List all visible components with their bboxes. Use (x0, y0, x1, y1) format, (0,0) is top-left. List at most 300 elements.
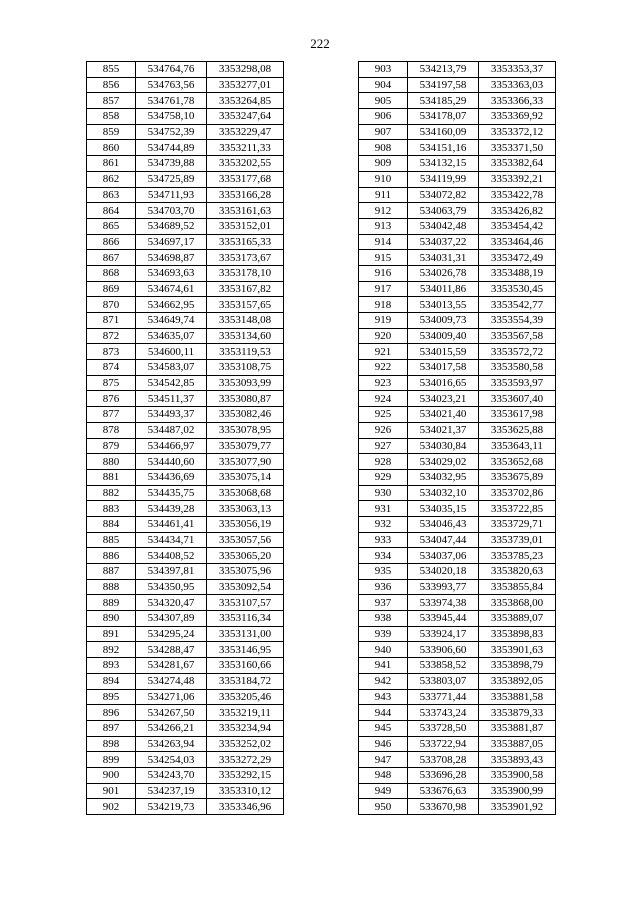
point-number-cell: 882 (87, 485, 136, 501)
point-number-cell: 895 (87, 689, 136, 705)
x-coordinate-cell: 533993,77 (408, 579, 479, 595)
table-row (359, 391, 556, 407)
y-coordinate-cell: 3353184,72 (207, 673, 284, 689)
y-coordinate-cell: 3353898,83 (479, 626, 556, 642)
table-row (87, 767, 284, 783)
y-coordinate-cell: 3353247,64 (207, 109, 284, 125)
y-coordinate-cell: 3353881,87 (479, 720, 556, 736)
y-coordinate-cell: 3353219,11 (207, 705, 284, 721)
table-row (359, 187, 556, 203)
table-row (359, 124, 556, 140)
y-coordinate-cell: 3353093,99 (207, 375, 284, 391)
x-coordinate-cell: 534015,59 (408, 344, 479, 360)
y-coordinate-cell: 3353881,58 (479, 689, 556, 705)
point-number-cell: 947 (359, 752, 408, 768)
y-coordinate-cell: 3353092,54 (207, 579, 284, 595)
table-row (87, 171, 284, 187)
x-coordinate-cell: 534197,58 (408, 77, 479, 93)
point-number-cell: 941 (359, 658, 408, 674)
y-coordinate-cell: 3353298,08 (207, 62, 284, 78)
x-coordinate-cell: 534160,09 (408, 124, 479, 140)
point-number-cell: 864 (87, 203, 136, 219)
y-coordinate-cell: 3353901,92 (479, 799, 556, 815)
table-row (87, 736, 284, 752)
y-coordinate-cell: 3353892,05 (479, 673, 556, 689)
point-number-cell: 931 (359, 501, 408, 517)
point-number-cell: 904 (359, 77, 408, 93)
table-row (87, 501, 284, 517)
point-number-cell: 901 (87, 783, 136, 799)
table-row (359, 234, 556, 250)
y-coordinate-cell: 3353593,97 (479, 375, 556, 391)
y-coordinate-cell: 3353855,84 (479, 579, 556, 595)
point-number-cell: 912 (359, 203, 408, 219)
x-coordinate-cell: 534674,61 (136, 281, 207, 297)
point-number-cell: 924 (359, 391, 408, 407)
point-number-cell: 890 (87, 611, 136, 627)
table-row (359, 203, 556, 219)
x-coordinate-cell: 534711,93 (136, 187, 207, 203)
table-row (359, 611, 556, 627)
x-coordinate-cell: 534307,89 (136, 611, 207, 627)
table-row (87, 752, 284, 768)
x-coordinate-cell: 534320,47 (136, 595, 207, 611)
x-coordinate-cell: 534635,07 (136, 328, 207, 344)
table-row (87, 516, 284, 532)
table-row (87, 626, 284, 642)
point-number-cell: 865 (87, 218, 136, 234)
y-coordinate-cell: 3353371,50 (479, 140, 556, 156)
y-coordinate-cell: 3353702,86 (479, 485, 556, 501)
x-coordinate-cell: 534254,03 (136, 752, 207, 768)
y-coordinate-cell: 3353205,46 (207, 689, 284, 705)
y-coordinate-cell: 3353900,99 (479, 783, 556, 799)
point-number-cell: 881 (87, 469, 136, 485)
y-coordinate-cell: 3353464,46 (479, 234, 556, 250)
x-coordinate-cell: 533858,52 (408, 658, 479, 674)
x-coordinate-cell: 534274,48 (136, 673, 207, 689)
table-row (87, 564, 284, 580)
coordinates-table-left (86, 61, 284, 815)
x-coordinate-cell: 534237,19 (136, 783, 207, 799)
y-coordinate-cell: 3353488,19 (479, 265, 556, 281)
table-row (359, 344, 556, 360)
y-coordinate-cell: 3353369,92 (479, 109, 556, 125)
x-coordinate-cell: 533728,50 (408, 720, 479, 736)
page-number: 222 (310, 36, 330, 51)
point-number-cell: 905 (359, 93, 408, 109)
y-coordinate-cell: 3353422,78 (479, 187, 556, 203)
y-coordinate-cell: 3353167,82 (207, 281, 284, 297)
table-row (359, 720, 556, 736)
point-number-cell: 896 (87, 705, 136, 721)
y-coordinate-cell: 3353116,34 (207, 611, 284, 627)
y-coordinate-cell: 3353310,12 (207, 783, 284, 799)
x-coordinate-cell: 534266,21 (136, 720, 207, 736)
x-coordinate-cell: 534046,43 (408, 516, 479, 532)
y-coordinate-cell: 3353567,58 (479, 328, 556, 344)
point-number-cell: 867 (87, 250, 136, 266)
y-coordinate-cell: 3353077,90 (207, 454, 284, 470)
table-row (359, 658, 556, 674)
table-row (87, 705, 284, 721)
y-coordinate-cell: 3353108,75 (207, 360, 284, 376)
point-number-cell: 945 (359, 720, 408, 736)
x-coordinate-cell: 534744,89 (136, 140, 207, 156)
x-coordinate-cell: 533722,94 (408, 736, 479, 752)
table-row (359, 281, 556, 297)
point-number-cell: 857 (87, 93, 136, 109)
y-coordinate-cell: 3353893,43 (479, 752, 556, 768)
table-row (359, 626, 556, 642)
point-number-cell: 891 (87, 626, 136, 642)
point-number-cell: 920 (359, 328, 408, 344)
y-coordinate-cell: 3353152,01 (207, 218, 284, 234)
point-number-cell: 909 (359, 156, 408, 172)
table-row (359, 360, 556, 376)
point-number-cell: 878 (87, 422, 136, 438)
x-coordinate-cell: 534600,11 (136, 344, 207, 360)
y-coordinate-cell: 3353366,33 (479, 93, 556, 109)
point-number-cell: 919 (359, 313, 408, 329)
point-number-cell: 897 (87, 720, 136, 736)
table-row (359, 516, 556, 532)
point-number-cell: 918 (359, 297, 408, 313)
y-coordinate-cell: 3353580,58 (479, 360, 556, 376)
point-number-cell: 869 (87, 281, 136, 297)
table-row (359, 642, 556, 658)
x-coordinate-cell: 534021,37 (408, 422, 479, 438)
point-number-cell: 925 (359, 407, 408, 423)
x-coordinate-cell: 534119,99 (408, 171, 479, 187)
table-row (359, 438, 556, 454)
point-number-cell: 862 (87, 171, 136, 187)
x-coordinate-cell: 534009,73 (408, 313, 479, 329)
y-coordinate-cell: 3353057,56 (207, 532, 284, 548)
point-number-cell: 874 (87, 360, 136, 376)
y-coordinate-cell: 3353161,63 (207, 203, 284, 219)
x-coordinate-cell: 533924,17 (408, 626, 479, 642)
table-row (87, 642, 284, 658)
table-row (359, 485, 556, 501)
point-number-cell: 883 (87, 501, 136, 517)
y-coordinate-cell: 3353363,03 (479, 77, 556, 93)
x-coordinate-cell: 534697,17 (136, 234, 207, 250)
point-number-cell: 900 (87, 767, 136, 783)
y-coordinate-cell: 3353272,29 (207, 752, 284, 768)
point-number-cell: 859 (87, 124, 136, 140)
point-number-cell: 861 (87, 156, 136, 172)
table-row (359, 313, 556, 329)
x-coordinate-cell: 534288,47 (136, 642, 207, 658)
y-coordinate-cell: 3353065,20 (207, 548, 284, 564)
y-coordinate-cell: 3353234,94 (207, 720, 284, 736)
point-number-cell: 894 (87, 673, 136, 689)
y-coordinate-cell: 3353820,63 (479, 564, 556, 580)
point-number-cell: 923 (359, 375, 408, 391)
point-number-cell: 913 (359, 218, 408, 234)
table-row (87, 454, 284, 470)
y-coordinate-cell: 3353082,46 (207, 407, 284, 423)
table-row (359, 297, 556, 313)
point-number-cell: 932 (359, 516, 408, 532)
table-row (359, 265, 556, 281)
y-coordinate-cell: 3353166,28 (207, 187, 284, 203)
x-coordinate-cell: 534035,15 (408, 501, 479, 517)
x-coordinate-cell: 534466,97 (136, 438, 207, 454)
table-row (359, 673, 556, 689)
x-coordinate-cell: 534031,31 (408, 250, 479, 266)
point-number-cell: 948 (359, 767, 408, 783)
table-row (87, 234, 284, 250)
y-coordinate-cell: 3353353,37 (479, 62, 556, 78)
y-coordinate-cell: 3353160,66 (207, 658, 284, 674)
y-coordinate-cell: 3353107,57 (207, 595, 284, 611)
table-row (87, 187, 284, 203)
table-row (359, 579, 556, 595)
x-coordinate-cell: 533945,44 (408, 611, 479, 627)
y-coordinate-cell: 3353607,40 (479, 391, 556, 407)
y-coordinate-cell: 3353542,77 (479, 297, 556, 313)
x-coordinate-cell: 534350,95 (136, 579, 207, 595)
x-coordinate-cell: 534271,06 (136, 689, 207, 705)
x-coordinate-cell: 534698,87 (136, 250, 207, 266)
point-number-cell: 868 (87, 265, 136, 281)
x-coordinate-cell: 534725,89 (136, 171, 207, 187)
x-coordinate-cell: 534440,60 (136, 454, 207, 470)
x-coordinate-cell: 534243,70 (136, 767, 207, 783)
table-row (359, 595, 556, 611)
x-coordinate-cell: 534037,22 (408, 234, 479, 250)
x-coordinate-cell: 534032,95 (408, 469, 479, 485)
y-coordinate-cell: 3353229,47 (207, 124, 284, 140)
x-coordinate-cell: 533771,44 (408, 689, 479, 705)
point-number-cell: 892 (87, 642, 136, 658)
point-number-cell: 898 (87, 736, 136, 752)
y-coordinate-cell: 3353075,14 (207, 469, 284, 485)
y-coordinate-cell: 3353675,89 (479, 469, 556, 485)
point-number-cell: 922 (359, 360, 408, 376)
table-row (87, 532, 284, 548)
table-row (87, 611, 284, 627)
point-number-cell: 917 (359, 281, 408, 297)
point-number-cell: 942 (359, 673, 408, 689)
table-row (87, 375, 284, 391)
y-coordinate-cell: 3353889,07 (479, 611, 556, 627)
point-number-cell: 872 (87, 328, 136, 344)
coordinates-table-right (358, 61, 556, 815)
table-row (359, 501, 556, 517)
point-number-cell: 903 (359, 62, 408, 78)
table-row (359, 250, 556, 266)
point-number-cell: 946 (359, 736, 408, 752)
point-number-cell: 929 (359, 469, 408, 485)
y-coordinate-cell: 3353879,33 (479, 705, 556, 721)
y-coordinate-cell: 3353382,64 (479, 156, 556, 172)
point-number-cell: 885 (87, 532, 136, 548)
x-coordinate-cell: 534295,24 (136, 626, 207, 642)
table-row (87, 799, 284, 815)
x-coordinate-cell: 533696,28 (408, 767, 479, 783)
x-coordinate-cell: 534397,81 (136, 564, 207, 580)
y-coordinate-cell: 3353617,98 (479, 407, 556, 423)
y-coordinate-cell: 3353887,05 (479, 736, 556, 752)
table-row (359, 736, 556, 752)
point-number-cell: 933 (359, 532, 408, 548)
y-coordinate-cell: 3353063,13 (207, 501, 284, 517)
point-number-cell: 893 (87, 658, 136, 674)
x-coordinate-cell: 534739,88 (136, 156, 207, 172)
table-row (87, 250, 284, 266)
table-row (87, 673, 284, 689)
y-coordinate-cell: 3353392,21 (479, 171, 556, 187)
y-coordinate-cell: 3353078,95 (207, 422, 284, 438)
x-coordinate-cell: 534752,39 (136, 124, 207, 140)
table-row (359, 689, 556, 705)
x-coordinate-cell: 534763,56 (136, 77, 207, 93)
table-row (359, 454, 556, 470)
y-coordinate-cell: 3353426,82 (479, 203, 556, 219)
point-number-cell: 902 (87, 799, 136, 815)
point-number-cell: 873 (87, 344, 136, 360)
table-row (359, 799, 556, 815)
point-number-cell: 863 (87, 187, 136, 203)
table-row (359, 171, 556, 187)
table-row (87, 203, 284, 219)
coordinates-table-right-body (359, 62, 556, 815)
point-number-cell: 886 (87, 548, 136, 564)
x-coordinate-cell: 534436,69 (136, 469, 207, 485)
y-coordinate-cell: 3353178,10 (207, 265, 284, 281)
y-coordinate-cell: 3353454,42 (479, 218, 556, 234)
y-coordinate-cell: 3353177,68 (207, 171, 284, 187)
table-row (87, 391, 284, 407)
x-coordinate-cell: 534023,21 (408, 391, 479, 407)
x-coordinate-cell: 534758,10 (136, 109, 207, 125)
x-coordinate-cell: 534017,58 (408, 360, 479, 376)
table-row (87, 485, 284, 501)
y-coordinate-cell: 3353292,15 (207, 767, 284, 783)
point-number-cell: 870 (87, 297, 136, 313)
x-coordinate-cell: 534021,40 (408, 407, 479, 423)
y-coordinate-cell: 3353056,19 (207, 516, 284, 532)
table-row (87, 93, 284, 109)
point-number-cell: 938 (359, 611, 408, 627)
x-coordinate-cell: 534047,44 (408, 532, 479, 548)
x-coordinate-cell: 534649,74 (136, 313, 207, 329)
table-row (87, 265, 284, 281)
table-row (87, 689, 284, 705)
y-coordinate-cell: 3353157,65 (207, 297, 284, 313)
x-coordinate-cell: 534042,48 (408, 218, 479, 234)
y-coordinate-cell: 3353898,79 (479, 658, 556, 674)
x-coordinate-cell: 534689,52 (136, 218, 207, 234)
x-coordinate-cell: 534542,85 (136, 375, 207, 391)
point-number-cell: 915 (359, 250, 408, 266)
y-coordinate-cell: 3353165,33 (207, 234, 284, 250)
x-coordinate-cell: 534063,79 (408, 203, 479, 219)
x-coordinate-cell: 533676,63 (408, 783, 479, 799)
x-coordinate-cell: 534178,07 (408, 109, 479, 125)
x-coordinate-cell: 534151,16 (408, 140, 479, 156)
point-number-cell: 927 (359, 438, 408, 454)
x-coordinate-cell: 534032,10 (408, 485, 479, 501)
x-coordinate-cell: 534026,78 (408, 265, 479, 281)
x-coordinate-cell: 533670,98 (408, 799, 479, 815)
y-coordinate-cell: 3353252,02 (207, 736, 284, 752)
x-coordinate-cell: 533906,60 (408, 642, 479, 658)
table-row (87, 124, 284, 140)
x-coordinate-cell: 534185,29 (408, 93, 479, 109)
table-row (87, 720, 284, 736)
x-coordinate-cell: 534029,02 (408, 454, 479, 470)
y-coordinate-cell: 3353554,39 (479, 313, 556, 329)
y-coordinate-cell: 3353148,08 (207, 313, 284, 329)
table-row (87, 109, 284, 125)
table-row (87, 140, 284, 156)
table-row (87, 344, 284, 360)
x-coordinate-cell: 534435,75 (136, 485, 207, 501)
y-coordinate-cell: 3353722,85 (479, 501, 556, 517)
table-row (359, 532, 556, 548)
point-number-cell: 888 (87, 579, 136, 595)
table-row (359, 93, 556, 109)
x-coordinate-cell: 534439,28 (136, 501, 207, 517)
table-row (359, 77, 556, 93)
point-number-cell: 908 (359, 140, 408, 156)
table-row (359, 767, 556, 783)
y-coordinate-cell: 3353346,96 (207, 799, 284, 815)
point-number-cell: 949 (359, 783, 408, 799)
table-row (87, 328, 284, 344)
point-number-cell: 939 (359, 626, 408, 642)
y-coordinate-cell: 3353079,77 (207, 438, 284, 454)
y-coordinate-cell: 3353900,58 (479, 767, 556, 783)
table-row (87, 548, 284, 564)
table-row (87, 360, 284, 376)
y-coordinate-cell: 3353643,11 (479, 438, 556, 454)
y-coordinate-cell: 3353785,23 (479, 548, 556, 564)
point-number-cell: 936 (359, 579, 408, 595)
point-number-cell: 937 (359, 595, 408, 611)
x-coordinate-cell: 534583,07 (136, 360, 207, 376)
x-coordinate-cell: 534072,82 (408, 187, 479, 203)
x-coordinate-cell: 534020,18 (408, 564, 479, 580)
point-number-cell: 866 (87, 234, 136, 250)
point-number-cell: 910 (359, 171, 408, 187)
y-coordinate-cell: 3353075,96 (207, 564, 284, 580)
table-row (87, 579, 284, 595)
y-coordinate-cell: 3353080,87 (207, 391, 284, 407)
y-coordinate-cell: 3353472,49 (479, 250, 556, 266)
table-row (359, 109, 556, 125)
table-row (359, 422, 556, 438)
y-coordinate-cell: 3353119,53 (207, 344, 284, 360)
x-coordinate-cell: 534693,63 (136, 265, 207, 281)
point-number-cell: 930 (359, 485, 408, 501)
point-number-cell: 935 (359, 564, 408, 580)
table-row (359, 407, 556, 423)
x-coordinate-cell: 534487,02 (136, 422, 207, 438)
y-coordinate-cell: 3353868,00 (479, 595, 556, 611)
table-row (359, 62, 556, 78)
x-coordinate-cell: 534009,40 (408, 328, 479, 344)
point-number-cell: 880 (87, 454, 136, 470)
table-row (87, 281, 284, 297)
point-number-cell: 899 (87, 752, 136, 768)
point-number-cell: 879 (87, 438, 136, 454)
y-coordinate-cell: 3353572,72 (479, 344, 556, 360)
